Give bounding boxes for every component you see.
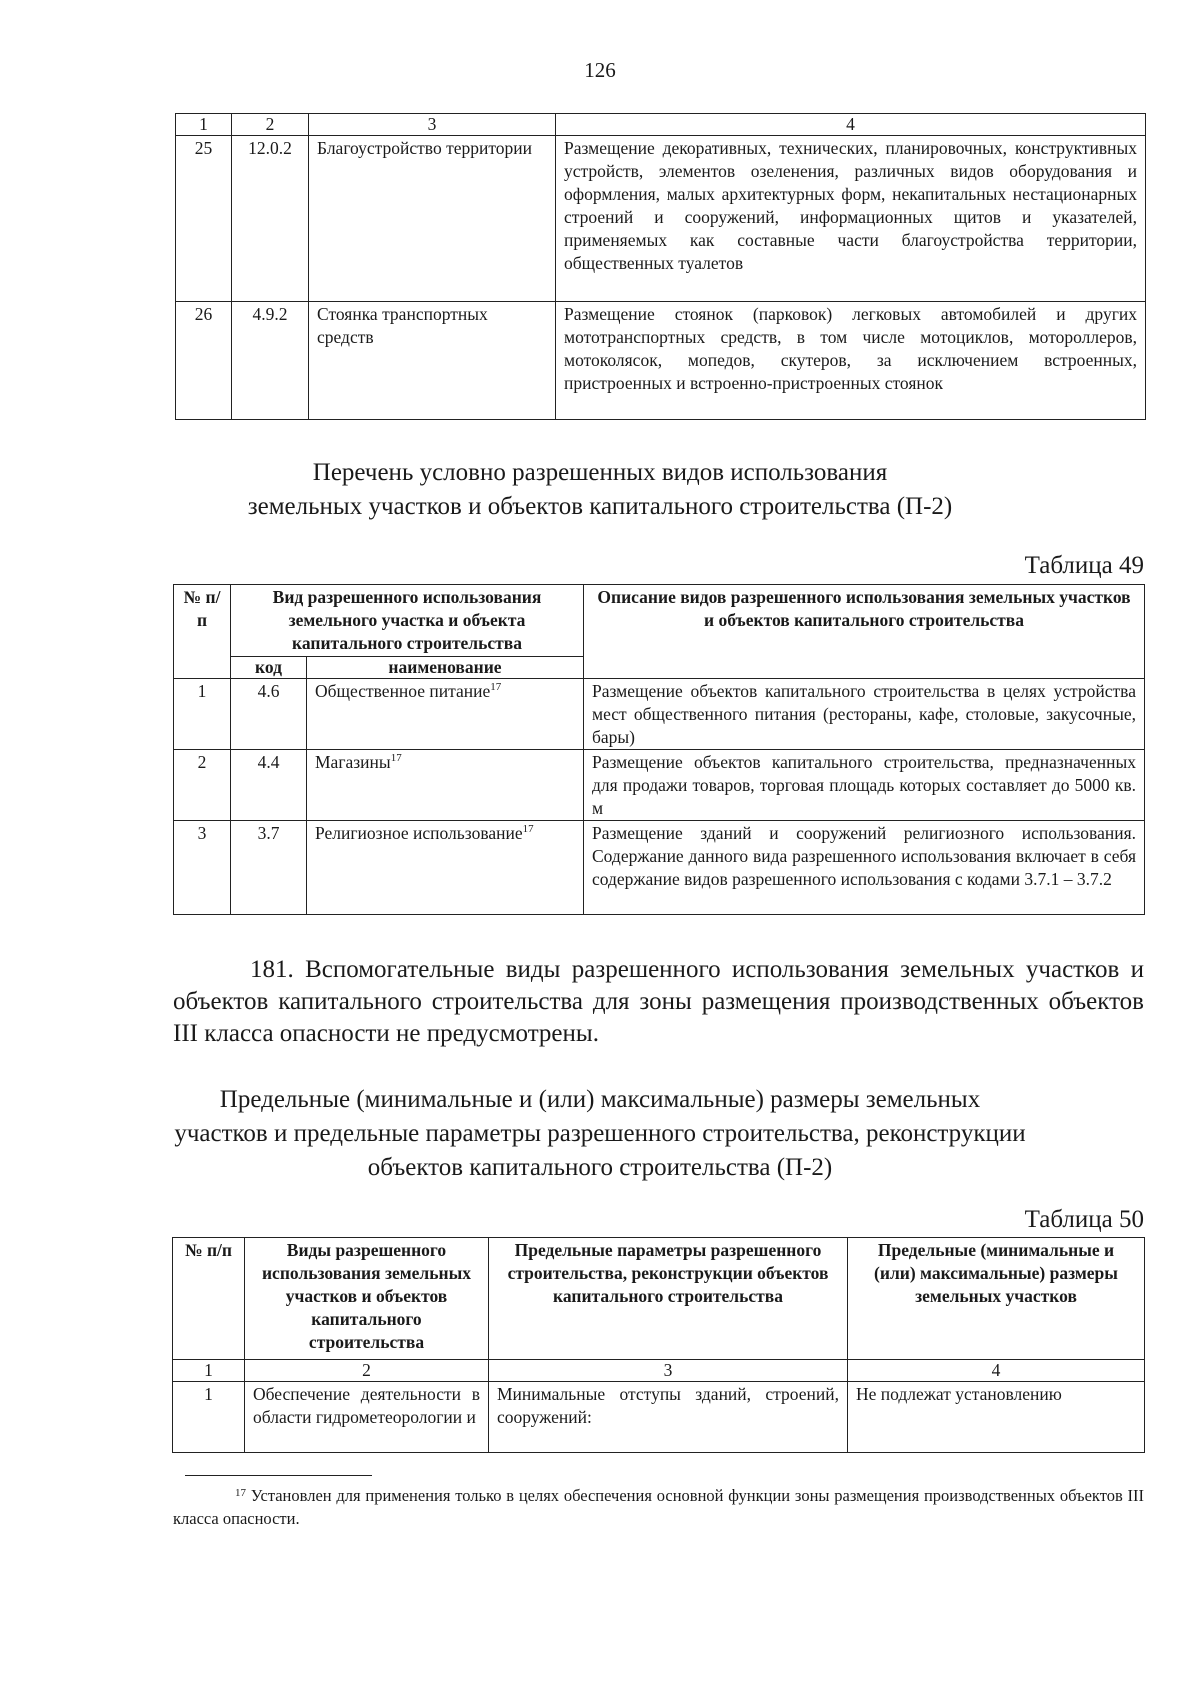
table-row (174, 750, 1145, 821)
header-params: Предельные параметры разрешенного строительства, реконструкции объектов капитального строительства (489, 1238, 848, 1360)
table-continuation (175, 113, 1146, 420)
table-row (176, 136, 1146, 302)
row-number: 25 (176, 136, 232, 302)
table-row (174, 679, 1145, 750)
page-number: 126 (584, 58, 616, 82)
col-number-cell: 4 (848, 1360, 1145, 1382)
row-code: 4.4 (231, 750, 307, 821)
table-numbering-row (173, 1360, 1145, 1382)
row-sizes: Не подлежат установлению (848, 1382, 1145, 1453)
section-heading (0, 1083, 1200, 1185)
header-name: наименование (307, 657, 584, 679)
header-code: код (231, 657, 307, 679)
heading-line: земельных участков и объектов капитального строительства (П-2) (247, 493, 953, 520)
row-description: Размещение стоянок (парковок) легковых автомобилей и других мототранспортных средств, в том числе мотоциклов, мотороллеров, мотоколясок, мопедов, скутеров, за исключением встроенных, пристроенных и встроенно-пристроенных стоянок (556, 302, 1146, 420)
col-number-cell: 3 (489, 1360, 848, 1382)
header-num: № п/п (174, 585, 231, 679)
row-name: Стоянка транспортных средств (309, 302, 556, 420)
table-caption: Таблица 50 (1024, 1206, 1144, 1233)
col-number-cell: 2 (245, 1360, 489, 1382)
heading-line: объектов капитального строительства (П-2) (367, 1154, 833, 1181)
header-sizes: Предельные (минимальные и (или) максимальные) размеры земельных участков (848, 1238, 1145, 1360)
table-row (173, 1382, 1145, 1453)
header-description: Описание видов разрешенного использования земельных участков и объектов капитального строительства (584, 585, 1145, 679)
row-description: Размещение декоративных, технических, планировочных, конструктивных устройств, элементов озеленения, различных видов оборудования и оформления, малых архитектурных форм, некапитальных нестационарных строений и сооружений, информационных щитов и указателей, применяемых как составные части благоустройства территории, общественных туалетов (556, 136, 1146, 302)
row-description: Размещение объектов капитального строительства в целях устройства мест общественного питания (рестораны, кафе, столовые, закусочные, бары) (584, 679, 1145, 750)
row-name-text: Магазины (315, 752, 391, 772)
footnote (173, 1484, 1144, 1530)
header-num: № п/п (173, 1238, 245, 1360)
heading-line: Перечень условно разрешенных видов использования (312, 459, 888, 486)
row-code: 4.6 (231, 679, 307, 750)
row-name (307, 821, 584, 915)
row-name-text: Общественное питание (315, 681, 491, 701)
header-kind: Виды разрешенного использования земельных участков и объектов капитального строительства (245, 1238, 489, 1360)
paragraph-181: 181. Вспомогательные виды разрешенного использования земельных участков и объектов капитального строительства для зоны размещения производственных объектов III класса опасности не предусмотрены. (173, 956, 1144, 1047)
row-kind: Обеспечение деятельности в области гидрометеорологии и (245, 1382, 489, 1453)
row-number: 3 (174, 821, 231, 915)
col-number-cell: 1 (173, 1360, 245, 1382)
row-params: Минимальные отступы зданий, строений, сооружений: (489, 1382, 848, 1453)
row-code: 3.7 (231, 821, 307, 915)
header-kind: Вид разрешенного использования земельного участка и объекта капитального строительства (231, 585, 584, 657)
col-number-cell: 1 (176, 114, 232, 136)
row-code: 12.0.2 (232, 136, 309, 302)
table-row (174, 821, 1145, 915)
footnote-ref: 17 (522, 823, 534, 836)
row-number: 1 (173, 1382, 245, 1453)
row-description: Размещение объектов капитального строительства, предназначенных для продажи товаров, торговая площадь которых составляет до 5000 кв. м (584, 750, 1145, 821)
row-name (307, 679, 584, 750)
row-number: 2 (174, 750, 231, 821)
table-row (176, 302, 1146, 420)
footnote-text: Установлен для применения только в целях обеспечения основной функции зоны размещения производственных объектов III класса опасности. (173, 1486, 1145, 1528)
row-code: 4.9.2 (232, 302, 309, 420)
table-caption: Таблица 49 (1024, 552, 1144, 579)
table-header-row (173, 1238, 1145, 1360)
col-number-cell: 2 (232, 114, 309, 136)
col-number-cell: 4 (556, 114, 1146, 136)
table-header-row (174, 585, 1145, 657)
table-50 (172, 1237, 1145, 1453)
table-49 (173, 584, 1145, 915)
table-numbering-row (176, 114, 1146, 136)
footnote-ref: 17 (490, 681, 502, 694)
col-number-cell: 3 (309, 114, 556, 136)
footnote-separator (185, 1475, 372, 1476)
row-name: Благоустройство территории (309, 136, 556, 302)
row-name-text: Религиозное использование (315, 823, 523, 843)
row-name (307, 750, 584, 821)
row-number: 1 (174, 679, 231, 750)
heading-line: участков и предельные параметры разрешенного строительства, реконструкции (174, 1120, 1026, 1147)
row-number: 26 (176, 302, 232, 420)
footnote-ref: 17 (390, 752, 402, 765)
heading-line: Предельные (минимальные и (или) максимальные) размеры земельных (219, 1086, 981, 1113)
footnote-mark: 17 (235, 1487, 246, 1499)
section-heading (0, 456, 1200, 524)
row-description: Размещение зданий и сооружений религиозного использования. Содержание данного вида разрешенного использования включает в себя содержание видов разрешенного использования с кодами 3.7.1 – 3.7.2 (584, 821, 1145, 915)
